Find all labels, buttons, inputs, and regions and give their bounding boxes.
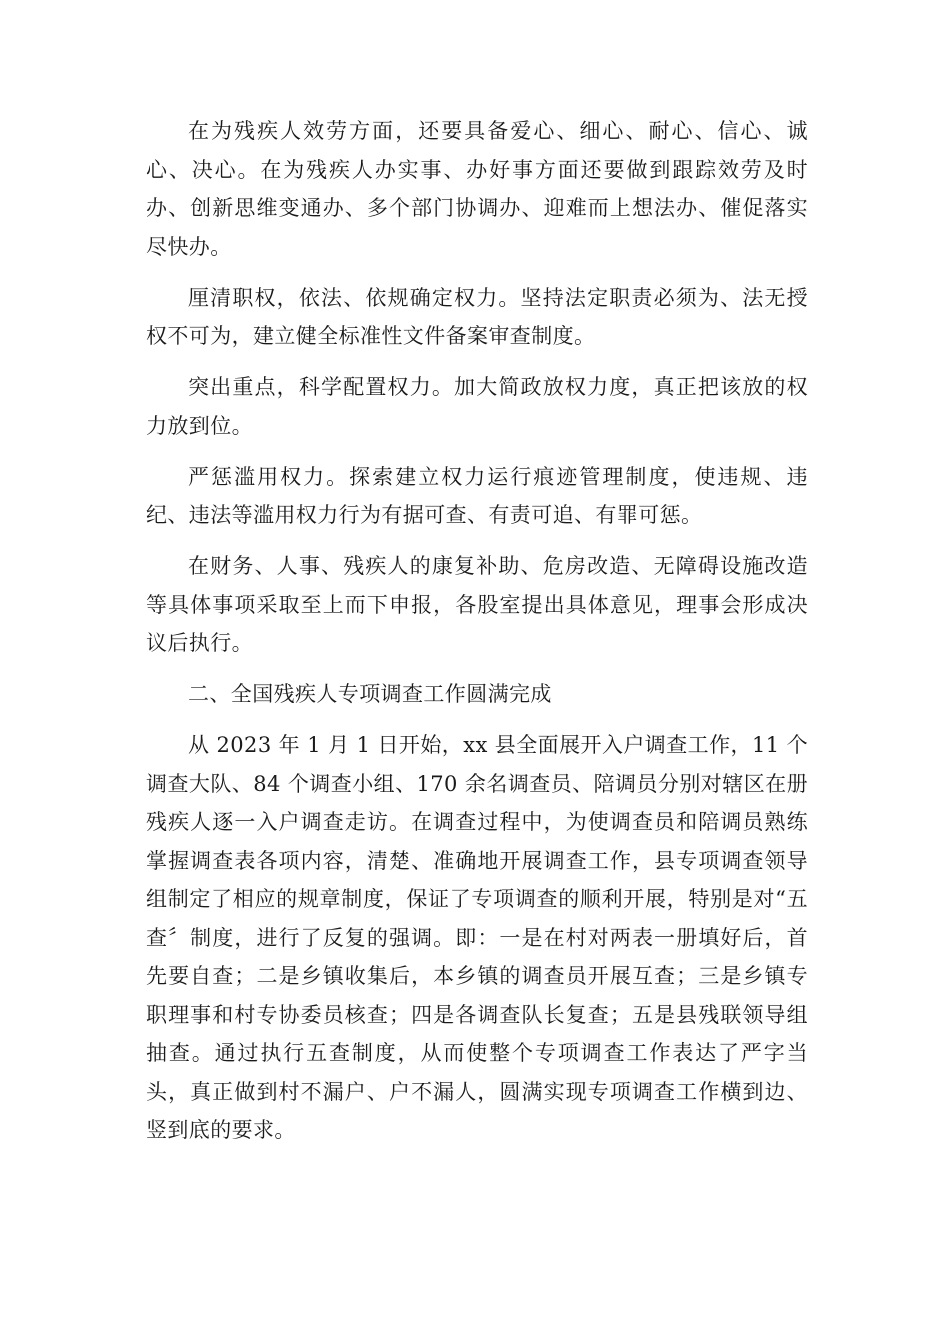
paragraph-clarify-authority: 厘清职权，依法、依规确定权力。坚持法定职责必须为、法无授权不可为，建立健全标准性文件备案审查制度。 <box>146 285 808 348</box>
document-body <box>146 112 808 1162</box>
paragraph-survey: 从 2023 年 1 月 1 日开始，xx 县全面展开入户调查工作，11 个调查大队、84 个调查小组、170 余名调查员、陪调员分别对辖区在册残疾人逐一入户调查走访。在调查过程中，为使调查员和陪调员熟练掌握调查表各项内容，清楚、准确地开展调查工作，县专项调查领导组制定了相应的规章制度，保证了专项调查的顺利开展，特别是对“五查〞制度，进行了反复的强调。即：一是在村对两表一册填好后，首先要自查；二是乡镇收集后，本乡镇的调查员开展互查；三是乡镇专职理事和村专协委员核查；四是各调查队长复查；五是县残联领导组抽查。通过执行五查制度，从而使整个专项调查工作表达了严字当头，真正做到村不漏户、户不漏人，圆满实现专项调查工作横到边、竖到底的要求。 <box>146 733 808 1142</box>
paragraph-procedure: 在财务、人事、残疾人的康复补助、危房改造、无障碍设施改造等具体事项采取至上而下申报，各股室提出具体意见，理事会形成决议后执行。 <box>146 554 808 655</box>
paragraph-punish-abuse: 严惩滥用权力。探索建立权力运行痕迹管理制度，使违规、违纪、违法等滥用权力行为有据可查、有责可追、有罪可惩。 <box>146 464 808 527</box>
paragraph-configure-power: 突出重点，科学配置权力。加大简政放权力度，真正把该放的权力放到位。 <box>146 375 808 438</box>
paragraph-service-attitude: 在为残疾人效劳方面，还要具备爱心、细心、耐心、信心、诚心、决心。在为残疾人办实事、办好事方面还要做到跟踪效劳及时办、创新思维变通办、多个部门协调办、迎难而上想法办、催促落实尽快办。 <box>146 119 808 259</box>
section-heading: 二、全国残疾人专项调查工作圆满完成 <box>188 682 552 706</box>
